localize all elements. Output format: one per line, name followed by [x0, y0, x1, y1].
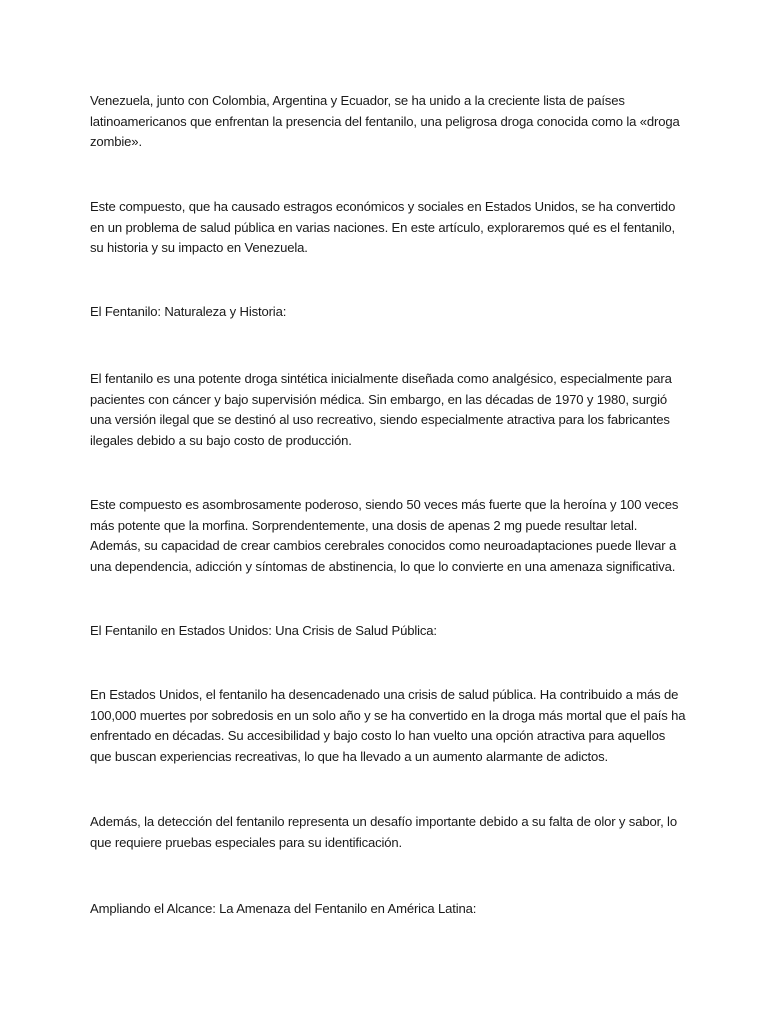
section-heading-nature-history: El Fentanilo: Naturaleza y Historia:: [90, 304, 287, 319]
paragraph-detection: Además, la detección del fentanilo representa un desafío importante debido a su falta de olor y sabor, lo que requiere pruebas especiales para su identificación.: [90, 814, 677, 850]
paragraph-us-crisis: En Estados Unidos, el fentanilo ha desencadenado una crisis de salud pública. Ha contribuido a más de 100,000 muertes por sobredosis en un solo año y se ha convertido en la droga más mortal que el país ha enfrentado en décadas. Su accesibilidad y bajo costo lo han vuelto una opción atractiva para aquellos que buscan experiencias recreativas, lo que ha llevado a un aumento alarmante de adictos.: [90, 687, 686, 764]
paragraph-synthetic-drug: El fentanilo es una potente droga sintética inicialmente diseñada como analgésico, especialmente para pacientes con cáncer y bajo supervisión médica. Sin embargo, en las décadas de 1970 y 1980, surgió una versión ilegal que se destinó al uso recreativo, siendo especialmente atractiva para los fabricantes ilegales debido a su bajo costo de producción.: [90, 371, 672, 448]
paragraph-potency: Este compuesto es asombrosamente poderoso, siendo 50 veces más fuerte que la heroína y 100 veces más potente que la morfina. Sorprendentemente, una dosis de apenas 2 mg puede resultar letal. Además, su capacidad de crear cambios cerebrales conocidos como neuroadaptaciones puede llevar a una dependencia, adicción y síntomas de abstinencia, lo que lo convierte en una amenaza significativa.: [90, 497, 679, 574]
paragraph-compound: Este compuesto, que ha causado estragos económicos y sociales en Estados Unidos, se ha convertido en un problema de salud pública en varias naciones. En este artículo, exploraremos qué es el fentanilo, su historia y su impacto en Venezuela.: [90, 199, 676, 255]
section-heading-latin-america: Ampliando el Alcance: La Amenaza del Fentanilo en América Latina:: [90, 901, 477, 916]
paragraph-intro: Venezuela, junto con Colombia, Argentina y Ecuador, se ha unido a la creciente lista de países latinoamericanos que enfrentan la presencia del fentanilo, una peligrosa droga conocida como la «droga zombie».: [90, 93, 680, 149]
section-heading-us-crisis: El Fentanilo en Estados Unidos: Una Crisis de Salud Pública:: [90, 623, 437, 638]
